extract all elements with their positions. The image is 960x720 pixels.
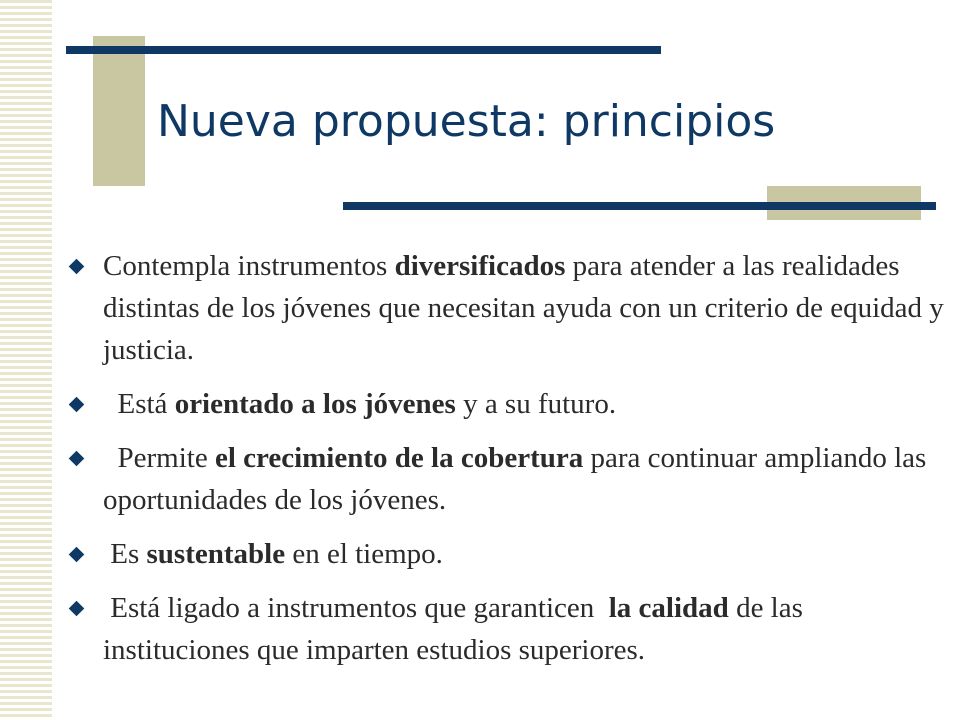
- bullet-text: Permite: [103, 442, 215, 474]
- bullet-text: Está: [103, 388, 175, 420]
- bullet-text: y a su futuro.: [455, 388, 617, 420]
- bullet-emphasis: el crecimiento de la cobertura: [214, 442, 584, 474]
- bullet-text: Está ligado a instrumentos que garanticen: [103, 592, 609, 624]
- bullet-item: [70, 383, 950, 425]
- slide-title: Nueva propuesta: principios: [157, 96, 776, 147]
- bullet-emphasis: sustentable: [146, 538, 286, 570]
- title-top-rule: [66, 46, 661, 54]
- bullet-emphasis: la calidad: [608, 592, 729, 624]
- bullet-text: Contempla instrumentos: [103, 250, 395, 282]
- bullet-text: para atender a las realidades distintas de los jóvenes que necesitan ayuda con un criterio de equidad y justicia.: [103, 250, 944, 366]
- bullet-list: [70, 245, 950, 671]
- left-stripe-decoration: [0, 0, 52, 720]
- title-bottom-rule: [343, 202, 936, 210]
- bullet-item: [70, 437, 950, 521]
- bullet-item: [70, 245, 950, 371]
- bullet-text: de las instituciones que imparten estudios superiores.: [103, 592, 803, 666]
- bullet-emphasis: orientado a los jóvenes: [174, 388, 456, 420]
- diamond-bullet-icon: [69, 397, 85, 413]
- bullet-text: Es: [103, 538, 147, 570]
- title-tan-bar: [93, 36, 145, 186]
- diamond-bullet-icon: [69, 451, 85, 467]
- bullet-emphasis: diversificados: [394, 250, 566, 282]
- bullet-item: [70, 533, 950, 575]
- bullet-item: [70, 587, 950, 671]
- bullet-text: para continuar ampliando las oportunidades de los jóvenes.: [103, 442, 927, 516]
- bullet-text: en el tiempo.: [285, 538, 443, 570]
- diamond-bullet-icon: [69, 601, 85, 617]
- diamond-bullet-icon: [69, 259, 85, 275]
- diamond-bullet-icon: [69, 547, 85, 563]
